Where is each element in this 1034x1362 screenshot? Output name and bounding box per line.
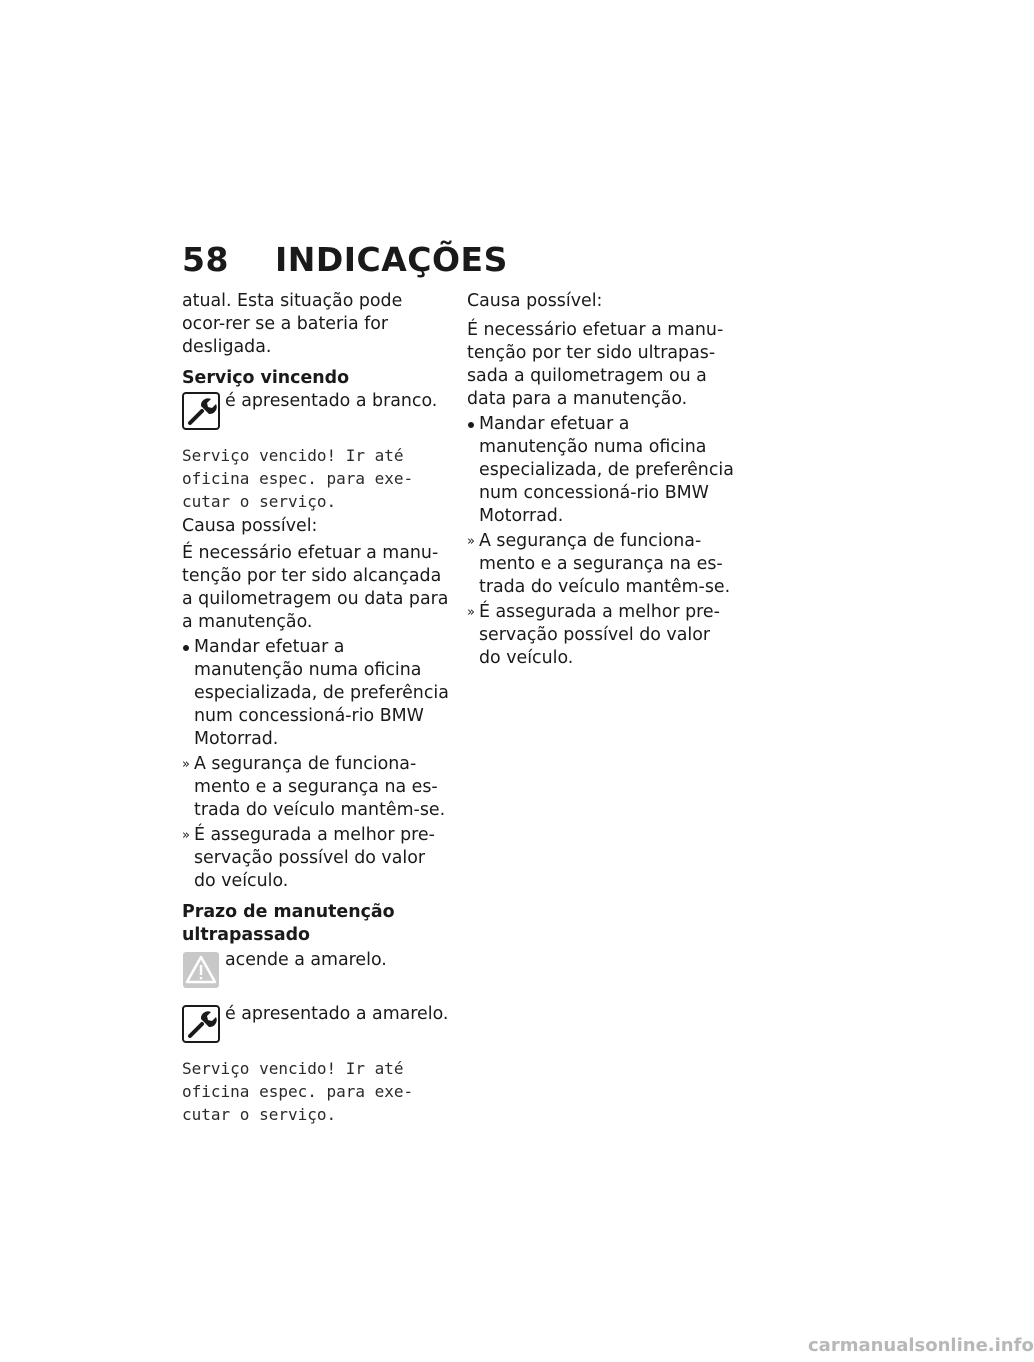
page-title: INDICAÇÕES <box>274 240 508 279</box>
warning-indicator-text: acende a amarelo. <box>225 950 387 970</box>
page-header <box>182 240 508 279</box>
wrench-icon <box>182 392 220 430</box>
arrow-marker: » <box>467 534 475 549</box>
result-text: A segurança de funciona-mento e a segurança na es-trada do veículo mantêm-se. <box>194 754 446 820</box>
cause-label: Causa possível: <box>182 516 318 536</box>
action-bullet: Mandar efetuar a manutenção numa oficina especializada, de preferência num concessioná-rio BMW Motorrad. <box>467 413 735 528</box>
service-due-indicator-text: é apresentado a branco. <box>225 391 438 411</box>
watermark: carmanualsonline.info <box>808 1335 1034 1356</box>
section-heading-service-overdue: Prazo de manutenção <box>182 902 395 922</box>
cause-label: Causa possível: <box>467 291 603 311</box>
result-item <box>467 601 735 670</box>
result-text: É assegurada a melhor pre-servação possível do valor do veículo. <box>194 825 435 891</box>
result-text: É assegurada a melhor pre-servação possível do valor do veículo. <box>479 602 720 668</box>
arrow-marker: » <box>467 605 475 620</box>
service-due-indicator <box>182 390 450 434</box>
result-item <box>182 753 450 822</box>
result-text: A segurança de funciona-mento e a segurança na es-trada do veículo mantêm-se. <box>479 531 731 597</box>
arrow-marker: » <box>182 757 190 772</box>
warning-triangle-icon <box>182 951 220 989</box>
arrow-marker: » <box>182 828 190 843</box>
result-item <box>182 824 450 893</box>
section-heading-service-overdue-2: ultrapassado <box>182 925 310 945</box>
result-item <box>467 530 735 599</box>
display-message: Serviço vencido! Ir até oficina espec. para exe- cutar o serviço. <box>182 446 414 511</box>
action-bullet: Mandar efetuar a manutenção numa oficina especializada, de preferência num concessioná-rio BMW Motorrad. <box>182 636 450 751</box>
warning-indicator <box>182 949 450 993</box>
service-overdue-indicator <box>182 1003 450 1047</box>
service-overdue-indicator-text: é apresentado a amarelo. <box>225 1004 449 1024</box>
right-column <box>467 290 735 672</box>
intro-text: atual. Esta situação pode ocor-rer se a bateria for desligada. <box>182 291 403 357</box>
wrench-icon <box>182 1005 220 1043</box>
section-heading-service-due: Serviço vincendo <box>182 368 350 388</box>
cause-text: É necessário efetuar a manu-tenção por ter sido ultrapas-sada a quilometragem ou a data para a manutenção. <box>467 320 724 409</box>
page-number: 58 <box>182 240 229 279</box>
left-column <box>182 290 450 1128</box>
display-message: Serviço vencido! Ir até oficina espec. para exe- cutar o serviço. <box>182 1059 414 1124</box>
cause-text: É necessário efetuar a manu-tenção por ter sido alcançada a quilometragem ou data para a manutenção. <box>182 543 449 632</box>
